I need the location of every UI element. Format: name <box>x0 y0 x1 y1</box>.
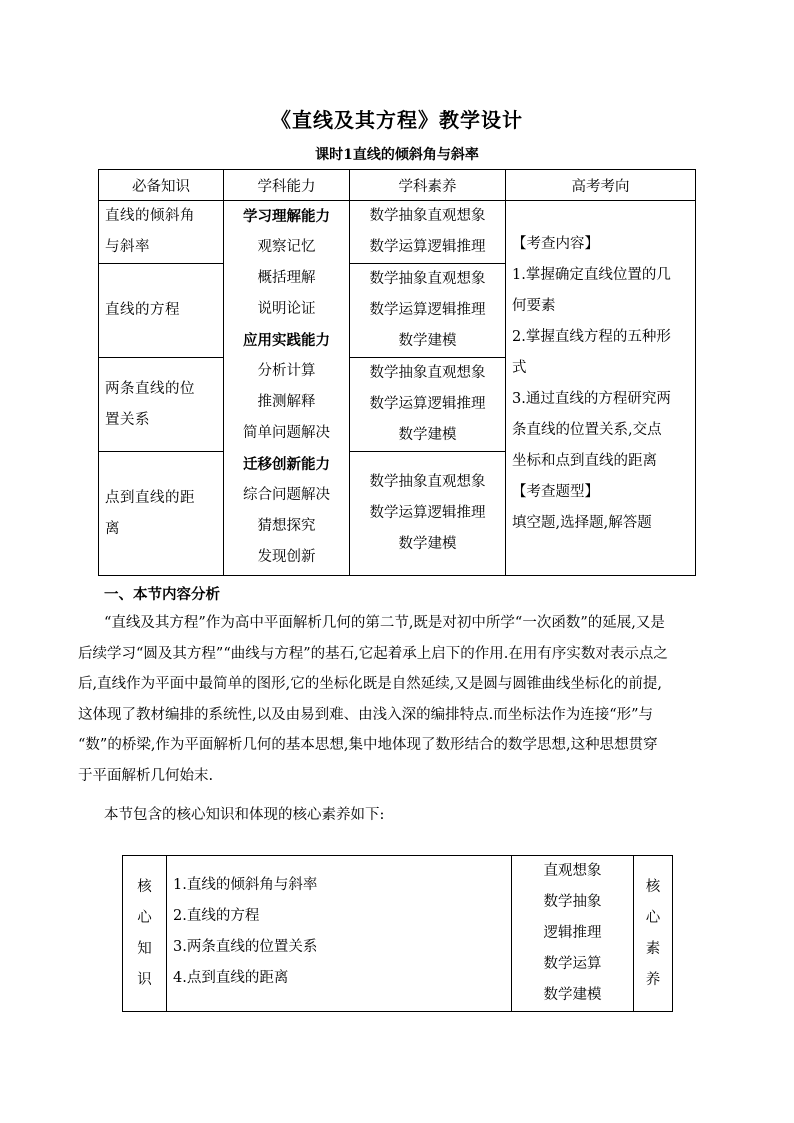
literacy-cell <box>350 452 506 576</box>
list-item: 数学建模 <box>543 987 602 1003</box>
paragraph-line: “数”的桥梁,作为平面解析几何的基本思想,集中地体现了数形结合的数学思想,这种思想贯穿 <box>78 737 658 753</box>
list-item: 2.直线的方程 <box>173 908 260 924</box>
list-item: 直观想象 <box>543 863 602 879</box>
section-heading: 一、本节内容分析 <box>104 586 220 603</box>
knowledge-cell <box>99 201 224 264</box>
paragraph-line: 于平面解析几何始末. <box>78 767 214 784</box>
ability-line: 分析计算 <box>257 363 316 379</box>
exam-line: 【考查题型】 <box>512 484 599 500</box>
ability-line: 迁移创新能力 <box>243 456 330 473</box>
literacy-line: 数学抽象直观想象 <box>369 365 486 381</box>
ability-line: 说明论证 <box>257 301 316 317</box>
list-item: 1.直线的倾斜角与斜率 <box>173 877 318 893</box>
ability-line: 简单问题解决 <box>243 425 330 441</box>
ability-line: 学习理解能力 <box>243 208 330 225</box>
exam-line: 条直线的位置关系,交点 <box>512 422 662 438</box>
header-knowledge: 必备知识 <box>99 170 224 201</box>
document-title: 《直线及其方程》教学设计 <box>271 108 523 132</box>
literacy-line: 数学建模 <box>398 427 457 443</box>
ability-line: 概括理解 <box>257 270 316 286</box>
exam-line: 【考查内容】 <box>512 236 599 252</box>
knowledge-cell <box>99 452 224 576</box>
literacy-line: 数学运算逻辑推理 <box>369 396 486 412</box>
core-table <box>122 855 673 1012</box>
list-item: 逻辑推理 <box>543 925 602 941</box>
exam-line: 3.通过直线的方程研究两 <box>512 391 671 407</box>
header-exam: 高考考向 <box>506 170 696 201</box>
literacy-line: 数学运算逻辑推理 <box>369 239 486 255</box>
exam-line: 何要素 <box>512 298 556 314</box>
paragraph-line: 这体现了教材编排的系统性,以及由易到难、由浅入深的编排特点.而坐标法作为连接“形”与 <box>78 706 654 723</box>
overview-table <box>98 169 696 576</box>
header-ability: 学科能力 <box>224 170 350 201</box>
knowledge-line: 两条直线的位 <box>105 380 195 397</box>
knowledge-line: 离 <box>105 520 120 537</box>
knowledge-line: 与斜率 <box>105 239 150 255</box>
core-literacy-list <box>512 856 634 1012</box>
ability-line: 观察记忆 <box>257 239 316 255</box>
paragraph-line: 后续学习“圆及其方程”“曲线与方程”的基石,它起着承上启下的作用.在用有序实数对表示点之 <box>78 645 668 662</box>
list-item: 4.点到直线的距离 <box>173 970 289 986</box>
literacy-line: 数学抽象直观想象 <box>369 271 486 287</box>
lesson-subtitle: 课时1直线的倾斜角与斜率 <box>315 147 479 163</box>
literacy-line: 数学抽象直观想象 <box>369 208 486 224</box>
exam-line: 2.掌握直线方程的五种形 <box>512 329 671 345</box>
ability-line: 推测解释 <box>257 394 316 410</box>
knowledge-line: 点到直线的距 <box>105 489 195 506</box>
ability-line: 发现创新 <box>257 549 316 565</box>
knowledge-line: 置关系 <box>105 411 150 428</box>
core-knowledge-label: 核 心 知 识 <box>123 856 167 1012</box>
literacy-cell <box>350 264 506 358</box>
list-item: 3.两条直线的位置关系 <box>173 939 318 955</box>
ability-line: 应用实践能力 <box>243 332 330 349</box>
section-paragraph <box>78 608 724 791</box>
ability-line: 猜想探究 <box>257 518 316 534</box>
intro-line: 本节包含的核心知识和体现的核心素养如下: <box>104 807 385 823</box>
literacy-cell <box>350 358 506 452</box>
core-literacy-label: 核 心 素 养 <box>634 856 673 1012</box>
exam-line: 1.掌握确定直线位置的几 <box>512 267 671 283</box>
paragraph-line: 后,直线作为平面中最简单的图形,它的坐标化既是自然延续,又是圆与圆锥曲线坐标化的前提, <box>78 676 662 692</box>
literacy-line: 数学运算逻辑推理 <box>369 505 486 521</box>
list-item: 数学抽象 <box>543 894 602 910</box>
core-knowledge-list <box>167 856 512 1012</box>
knowledge-line: 直线的方程 <box>105 302 180 318</box>
knowledge-cell <box>99 358 224 452</box>
ability-line: 综合问题解决 <box>243 487 330 503</box>
knowledge-cell <box>99 264 224 358</box>
exam-line: 坐标和点到直线的距离 <box>512 453 657 469</box>
literacy-line: 数学建模 <box>398 536 457 552</box>
exam-line: 式 <box>512 360 527 376</box>
literacy-line: 数学建模 <box>398 333 457 349</box>
exam-cell <box>506 201 696 576</box>
exam-line: 填空题,选择题,解答题 <box>512 515 652 531</box>
list-item: 数学运算 <box>543 956 602 972</box>
paragraph-line: “直线及其方程”作为高中平面解析几何的第二节,既是对初中所学“一次函数”的延展,又是 <box>104 615 665 631</box>
ability-cell <box>224 201 350 576</box>
literacy-cell <box>350 201 506 264</box>
knowledge-line: 直线的倾斜角 <box>105 208 195 224</box>
header-literacy: 学科素养 <box>350 170 506 201</box>
literacy-line: 数学运算逻辑推理 <box>369 302 486 318</box>
literacy-line: 数学抽象直观想象 <box>369 474 486 490</box>
